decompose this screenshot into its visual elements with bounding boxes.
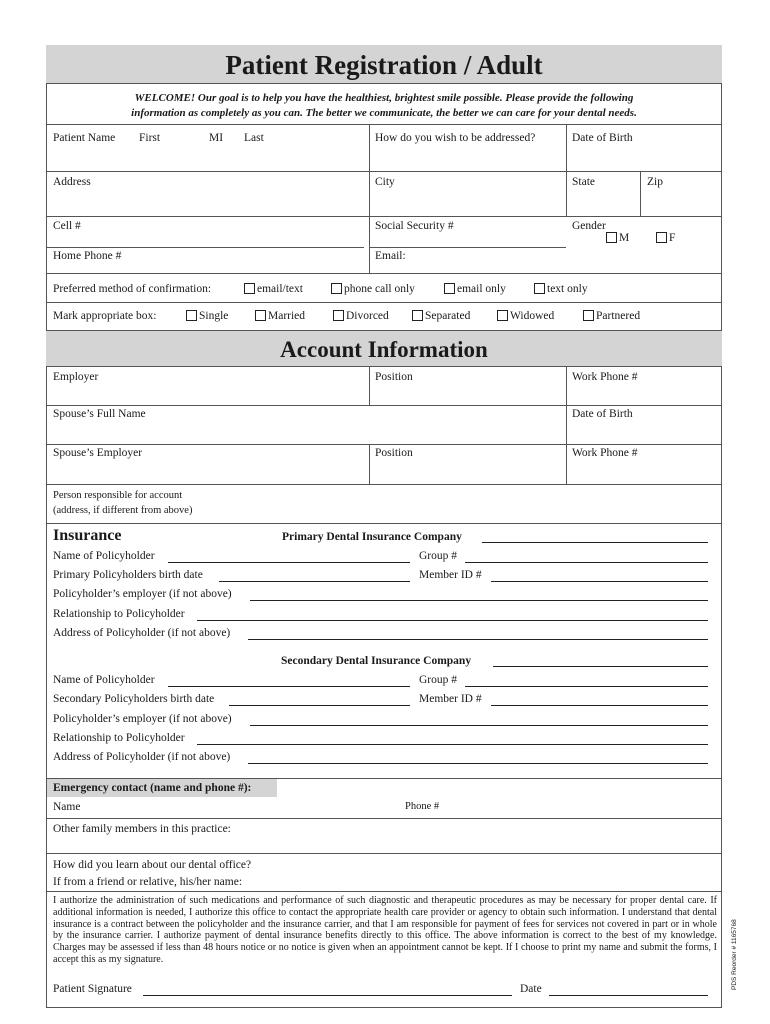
primary-relationship-field[interactable] xyxy=(197,620,708,621)
primary-birth-label: Primary Policyholders birth date xyxy=(53,569,203,581)
secondary-company-label: Secondary Dental Insurance Company xyxy=(281,655,472,667)
first-name-label: First xyxy=(139,132,161,144)
title-band xyxy=(46,45,722,84)
secondary-address-label: Address of Policyholder (if not above) xyxy=(53,751,231,763)
last-name-label: Last xyxy=(244,132,264,144)
home-phone-label: Home Phone # xyxy=(53,250,122,262)
divider xyxy=(640,171,641,216)
spouse-position-label: Position xyxy=(375,447,413,459)
state-label: State xyxy=(572,176,595,188)
zip-label: Zip xyxy=(647,176,663,188)
spouse-dob-label: Date of Birth xyxy=(572,408,633,420)
secondary-policyholder-label: Name of Policyholder xyxy=(53,674,155,686)
secondary-address-field[interactable] xyxy=(248,763,708,764)
marital-widowed-checkbox[interactable]: Widowed xyxy=(497,310,554,322)
checkbox-icon[interactable] xyxy=(255,310,266,321)
gender-male-checkbox[interactable]: M xyxy=(606,232,629,244)
checkbox-icon[interactable] xyxy=(534,283,545,294)
divider xyxy=(369,247,566,248)
checkbox-icon[interactable] xyxy=(186,310,197,321)
checkbox-icon[interactable] xyxy=(412,310,423,321)
signature-label: Patient Signature xyxy=(53,983,132,995)
primary-member-label: Member ID # xyxy=(419,569,482,581)
confirm-email-only-checkbox[interactable]: email only xyxy=(444,283,506,295)
secondary-member-label: Member ID # xyxy=(419,693,482,705)
secondary-group-label: Group # xyxy=(419,674,458,686)
addressed-label: How do you wish to be addressed? xyxy=(375,132,536,144)
address-label: Address xyxy=(53,176,91,188)
divider xyxy=(46,247,364,248)
signature-date-field[interactable] xyxy=(549,995,708,996)
spouse-employer-label: Spouse’s Employer xyxy=(53,447,143,459)
confirm-phone-checkbox[interactable]: phone call only xyxy=(331,283,415,295)
spouse-work-phone-label: Work Phone # xyxy=(572,447,638,459)
emergency-name-label: Name xyxy=(53,801,81,813)
checkbox-icon[interactable] xyxy=(333,310,344,321)
marital-separated-checkbox[interactable]: Separated xyxy=(412,310,470,322)
divider xyxy=(46,216,722,217)
signature-date-label: Date xyxy=(520,983,542,995)
secondary-employer-label: Policyholder’s employer (if not above) xyxy=(53,713,232,725)
insurance-title: Insurance xyxy=(53,527,122,544)
vendor-reorder-text: PDS Reorder # 1165768 xyxy=(731,919,738,990)
primary-address-label: Address of Policyholder (if not above) xyxy=(53,627,231,639)
gender-female-checkbox[interactable]: F xyxy=(656,232,675,244)
welcome-text: WELCOME! Our goal is to help you have the healthiest, brightest smile possible. Please provide the following information as completely as you can. The better we communicate, the better we can care for your dental needs. xyxy=(131,92,637,119)
divider xyxy=(46,818,722,819)
marital-single-checkbox[interactable]: Single xyxy=(186,310,228,322)
divider xyxy=(369,124,370,273)
secondary-employer-field[interactable] xyxy=(250,725,708,726)
primary-group-field[interactable] xyxy=(465,562,708,563)
checkbox-icon[interactable] xyxy=(656,232,667,243)
divider xyxy=(46,444,722,445)
divider xyxy=(566,367,567,484)
work-phone-label: Work Phone # xyxy=(572,371,638,383)
patient-name-label: Patient Name xyxy=(53,132,116,144)
marital-divorced-checkbox[interactable]: Divorced xyxy=(333,310,389,322)
authorization-text: I authorize the administration of such medications and performance of such diagnostic and therapeutic procedures as may be necessary for proper dental care. If additional information is needed, I authorize this office to contact the appropriate health care provider or agency to obtain such information. I understand that dental insurance is a contract between the policyholder and the insurance carrier, and that I am responsible for payment of fees for services not covered in part or in whole by the insurance carrier. I authorize payment of dental insurance benefits directly to this office. The above information is correct to the best of my knowledge. Charges may be assessed if less than 48 hours notice or no notice is given when an appointment cannot be kept. If I choose to print my name and submit the forms, I accept this as my signature. xyxy=(53,895,717,965)
marital-label: Mark appropriate box: xyxy=(53,310,157,322)
divider xyxy=(369,367,370,405)
dob-label: Date of Birth xyxy=(572,132,633,144)
confirm-email-text-checkbox[interactable]: email/text xyxy=(244,283,303,295)
primary-employer-field[interactable] xyxy=(250,600,708,601)
family-members-label: Other family members in this practice: xyxy=(53,823,231,835)
responsible-label: Person responsible for account (address, if different from above) xyxy=(53,490,193,516)
marital-partnered-checkbox[interactable]: Partnered xyxy=(583,310,640,322)
primary-relationship-label: Relationship to Policyholder xyxy=(53,608,185,620)
middle-initial-label: MI xyxy=(209,132,224,144)
checkbox-icon[interactable] xyxy=(244,283,255,294)
divider xyxy=(46,405,722,406)
divider xyxy=(46,273,722,274)
divider xyxy=(566,124,567,216)
emergency-title-band: Emergency contact (name and phone #): xyxy=(47,779,277,797)
secondary-relationship-label: Relationship to Policyholder xyxy=(53,732,185,744)
primary-policyholder-label: Name of Policyholder xyxy=(53,550,155,562)
email-label: Email: xyxy=(375,250,406,262)
marital-married-checkbox[interactable]: Married xyxy=(255,310,305,322)
secondary-birth-field[interactable] xyxy=(229,705,410,706)
secondary-birth-label: Secondary Policyholders birth date xyxy=(53,693,215,705)
checkbox-icon[interactable] xyxy=(444,283,455,294)
spouse-name-label: Spouse’s Full Name xyxy=(53,408,146,420)
primary-group-label: Group # xyxy=(419,550,458,562)
divider xyxy=(369,444,370,484)
checkbox-icon[interactable] xyxy=(331,283,342,294)
cell-label: Cell # xyxy=(53,220,81,232)
secondary-member-field[interactable] xyxy=(491,705,708,706)
signature-field[interactable] xyxy=(143,995,512,996)
divider xyxy=(46,171,722,172)
primary-birth-field[interactable] xyxy=(219,581,410,582)
learn-label: How did you learn about our dental office? If from a friend or relative, his/her name: xyxy=(53,859,252,888)
divider xyxy=(46,523,722,524)
checkbox-icon[interactable] xyxy=(497,310,508,321)
divider xyxy=(46,891,722,892)
city-label: City xyxy=(375,176,395,188)
secondary-policyholder-field[interactable] xyxy=(168,686,410,687)
divider xyxy=(46,124,722,125)
divider xyxy=(46,302,722,303)
primary-company-field[interactable] xyxy=(482,542,708,543)
primary-address-field[interactable] xyxy=(248,639,708,640)
secondary-group-field[interactable] xyxy=(465,686,708,687)
position-label: Position xyxy=(375,371,413,383)
confirmation-label: Preferred method of confirmation: xyxy=(53,283,212,295)
checkbox-icon[interactable] xyxy=(606,232,617,243)
primary-member-field[interactable] xyxy=(491,581,708,582)
confirm-text-only-checkbox[interactable]: text only xyxy=(534,283,588,295)
emergency-phone-label: Phone # xyxy=(405,801,440,812)
secondary-company-field[interactable] xyxy=(493,666,708,667)
secondary-relationship-field[interactable] xyxy=(197,744,708,745)
divider xyxy=(46,853,722,854)
primary-policyholder-field[interactable] xyxy=(168,562,410,563)
account-title: Account Information xyxy=(280,337,488,362)
checkbox-icon[interactable] xyxy=(583,310,594,321)
primary-employer-label: Policyholder’s employer (if not above) xyxy=(53,588,232,600)
employer-label: Employer xyxy=(53,371,99,383)
divider xyxy=(46,484,722,485)
account-band xyxy=(46,330,722,367)
gender-label: Gender xyxy=(572,220,606,232)
ssn-label: Social Security # xyxy=(375,220,454,232)
primary-company-label: Primary Dental Insurance Company xyxy=(282,531,462,543)
page-title: Patient Registration / Adult xyxy=(225,50,543,80)
